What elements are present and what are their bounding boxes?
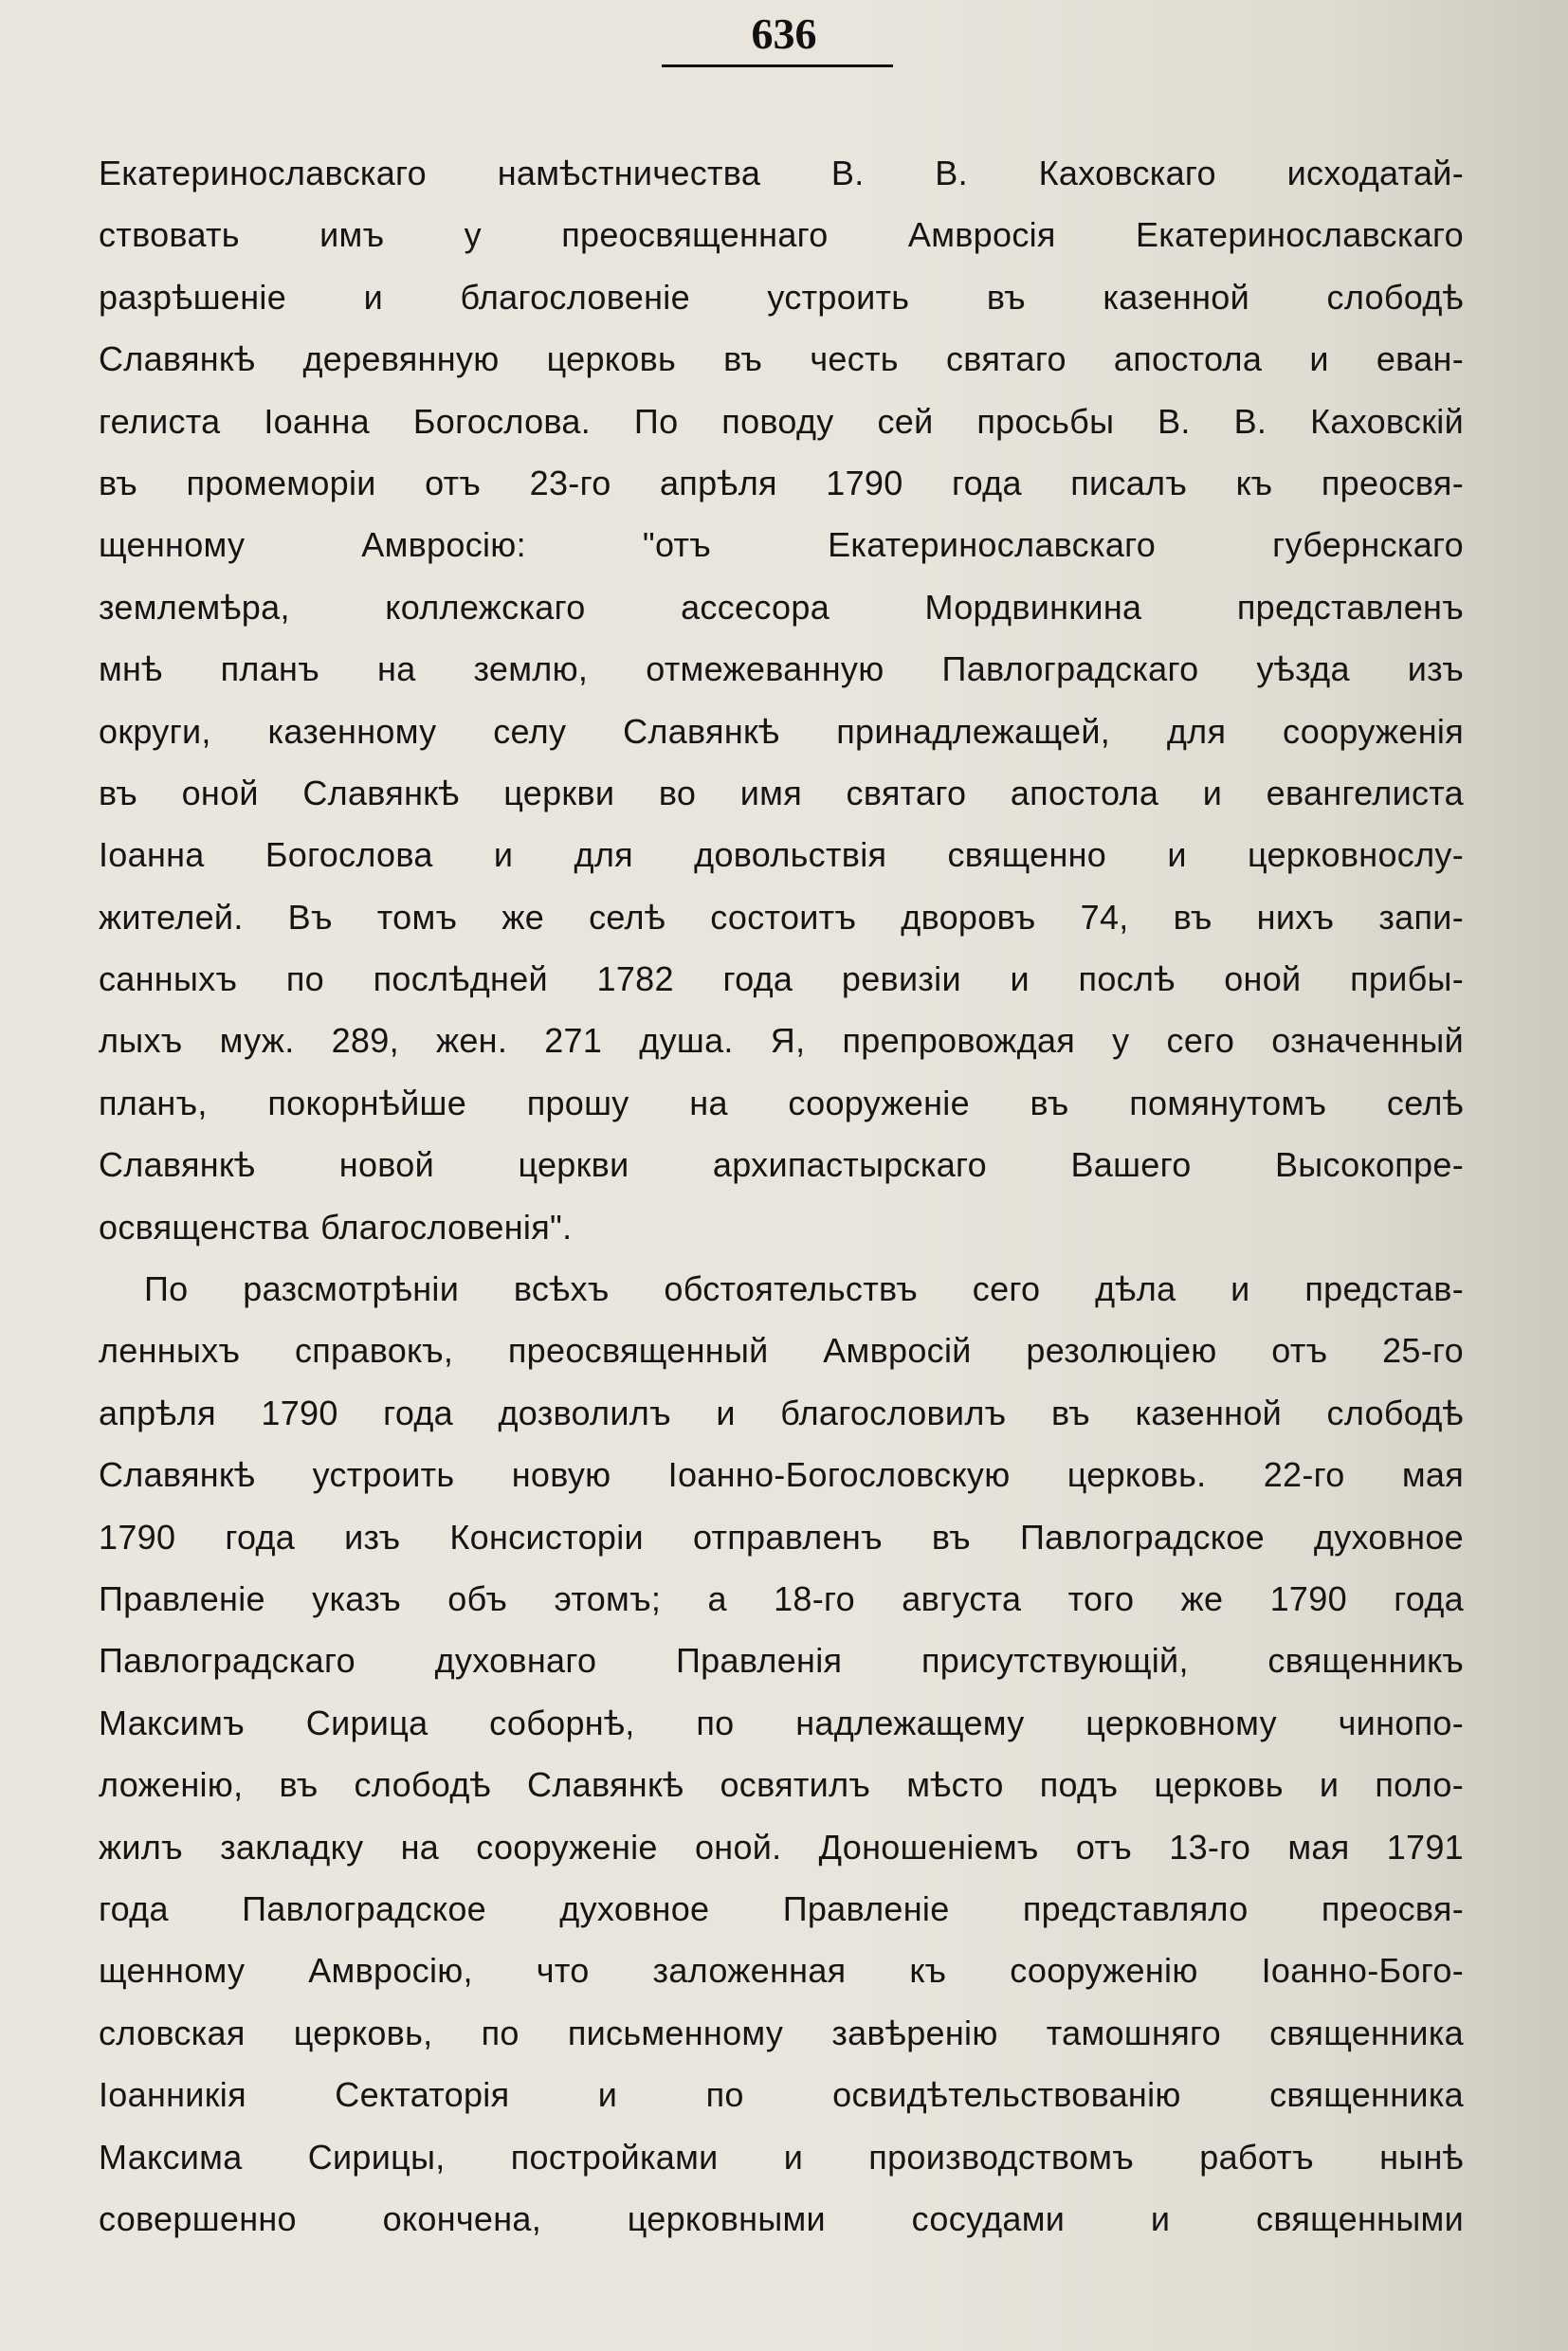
text-line: года Павлоградское духовное Правленіе представляло преосвя- xyxy=(99,1888,1464,1928)
text-line: разрѣшеніе и благословеніе устроить въ казенной слободѣ xyxy=(99,277,1464,317)
text-line: 1790 года изъ Консисторіи отправленъ въ Павлоградское духовное xyxy=(99,1517,1464,1557)
text-line: ложенію, въ слободѣ Славянкѣ освятилъ мѣсто подъ церковь и поло- xyxy=(99,1765,1464,1805)
text-line: санныхъ по послѣдней 1782 года ревизіи и послѣ оной прибы- xyxy=(99,959,1464,999)
text-line: ленныхъ справокъ, преосвященный Амвросій резолюціею отъ 25-го xyxy=(99,1331,1464,1371)
text-line: Павлоградскаго духовнаго Правленія присутствующій, священникъ xyxy=(99,1641,1464,1681)
text-line: жилъ закладку на сооруженіе оной. Доношеніемъ отъ 13-го мая 1791 xyxy=(99,1827,1464,1867)
text-line: словская церковь, по письменному завѣренію тамошняго священника xyxy=(99,2013,1464,2052)
text-line: ствовать имъ у преосвященнаго Амвросія Екатеринославскаго xyxy=(99,215,1464,255)
text-line: Правленіе указъ объ этомъ; а 18-го августа того же 1790 года xyxy=(99,1578,1464,1618)
text-line: щенному Амвросію: "отъ Екатеринославскаго губернскаго xyxy=(99,525,1464,565)
text-line: щенному Амвросію, что заложенная къ сооруженію Іоанно-Бого- xyxy=(99,1951,1464,1991)
text-line: въ оной Славянкѣ церкви во имя святаго апостола и евангелиста xyxy=(99,773,1464,812)
text-line: Іоанна Богослова и для довольствія священно и церковнослу- xyxy=(99,835,1464,875)
text-line: мнѣ планъ на землю, отмежеванную Павлоградскаго уѣзда изъ xyxy=(99,649,1464,689)
text-line: округи, казенному селу Славянкѣ принадлежащей, для сооруженія xyxy=(99,711,1464,751)
text-line: жителей. Въ томъ же селѣ состоитъ дворовъ 74, въ нихъ запи- xyxy=(99,897,1464,937)
text-line: въ промеморіи отъ 23-го апрѣля 1790 года писалъ къ преосвя- xyxy=(99,463,1464,502)
text-line: Славянкѣ устроить новую Іоанно-Богословскую церковь. 22-го мая xyxy=(99,1455,1464,1495)
text-line: Іоанникія Сектаторія и по освидѣтельствованію священника xyxy=(99,2075,1464,2115)
text-line: апрѣля 1790 года дозволилъ и благословилъ въ казенной слободѣ xyxy=(99,1393,1464,1432)
text-line: планъ, покорнѣйше прошу на сооруженіе въ помянутомъ селѣ xyxy=(99,1083,1464,1122)
paragraph-first-line: По разсмотрѣніи всѣхъ обстоятельствъ сего дѣла и представ- xyxy=(144,1269,1464,1309)
text-line: освященства благословенія". xyxy=(99,1207,573,1247)
page-number-rule xyxy=(662,64,893,67)
text-line: Максимъ Сирица соборнѣ, по надлежащему церковному чинопо- xyxy=(99,1703,1464,1742)
text-line: Славянкѣ новой церкви архипастырскаго Вашего Высокопре- xyxy=(99,1145,1464,1185)
text-line: Екатеринославскаго намѣстничества В. В. Каховскаго исходатай- xyxy=(99,154,1464,192)
text-line: Максима Сирицы, постройками и производствомъ работъ нынѣ xyxy=(99,2137,1464,2177)
text-line: лыхъ муж. 289, жен. 271 душа. Я, препровождая у сего означенный xyxy=(99,1021,1464,1061)
text-line: землемѣра, коллежскаго ассесора Мордвинкина представленъ xyxy=(99,587,1464,627)
text-line: гелиста Іоанна Богослова. По поводу сей просьбы В. В. Каховскій xyxy=(99,401,1464,441)
body-text xyxy=(99,142,1464,2250)
text-line: Славянкѣ деревянную церковь въ честь святаго апостола и еван- xyxy=(99,339,1464,379)
text-line: совершенно окончена, церковными сосудами и священными xyxy=(99,2198,1464,2238)
page-number: 636 xyxy=(751,9,817,58)
